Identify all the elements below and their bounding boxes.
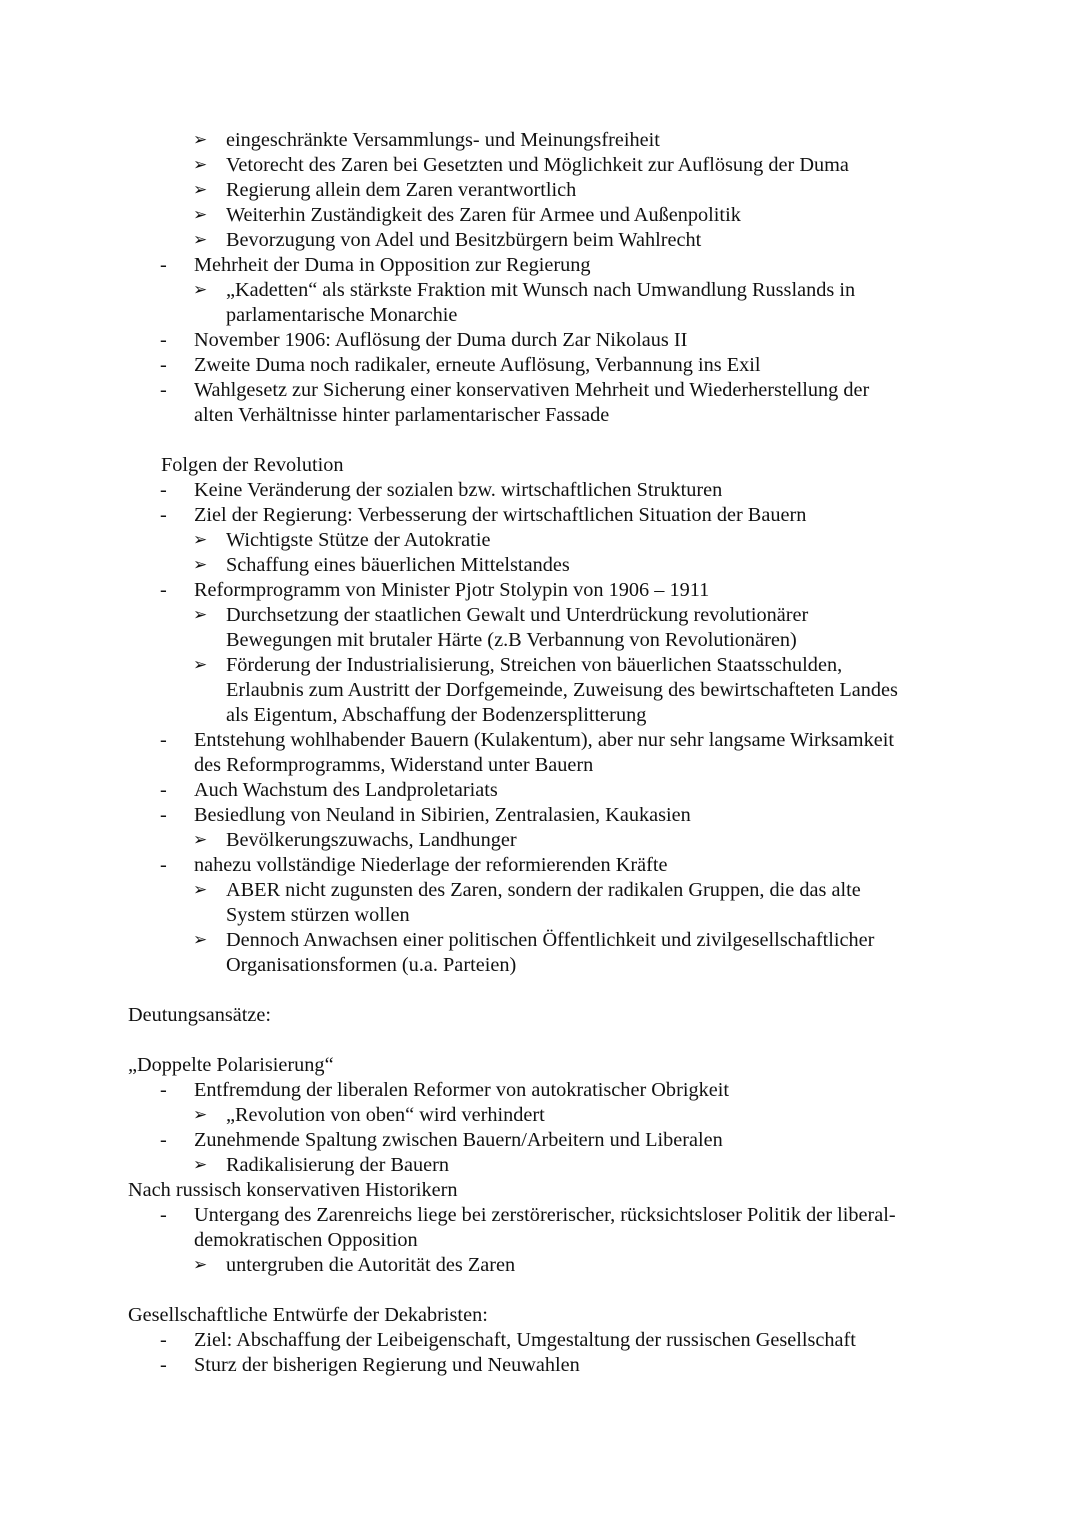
dash-bullet: - [160, 804, 167, 826]
dash-bullet: - [160, 329, 167, 351]
bullet-text: Bewegungen mit brutaler Härte (z.B Verbannung von Revolutionären) [226, 629, 797, 651]
bullet-text: Auch Wachstum des Landproletariats [194, 779, 498, 801]
arrow-bullet-icon: ➢ [193, 1255, 208, 1275]
section-heading: Deutungsansätze: [128, 1004, 272, 1026]
bullet-text: parlamentarische Monarchie [226, 304, 458, 326]
bullet-text: „Revolution von oben“ wird verhindert [226, 1104, 545, 1126]
dash-bullet: - [160, 504, 167, 526]
bullet-text: Entstehung wohlhabender Bauern (Kulakentum), aber nur sehr langsame Wirksamkeit [194, 729, 894, 751]
bullet-text: Sturz der bisherigen Regierung und Neuwahlen [194, 1354, 580, 1376]
bullet-text: System stürzen wollen [226, 904, 410, 926]
bullet-text: Förderung der Industrialisierung, Streichen von bäuerlichen Staatsschulden, [226, 654, 843, 676]
dash-bullet: - [160, 579, 167, 601]
section-heading: „Doppelte Polarisierung“ [128, 1054, 334, 1076]
bullet-text: alten Verhältnisse hinter parlamentarischer Fassade [194, 404, 610, 426]
bullet-text: eingeschränkte Versammlungs- und Meinungsfreiheit [226, 129, 660, 151]
arrow-bullet-icon: ➢ [193, 530, 208, 550]
section-heading: Gesellschaftliche Entwürfe der Dekabristen: [128, 1304, 488, 1326]
bullet-text: Durchsetzung der staatlichen Gewalt und Unterdrückung revolutionärer [226, 604, 809, 626]
arrow-bullet-icon: ➢ [193, 280, 208, 300]
dash-bullet: - [160, 729, 167, 751]
section-heading: Nach russisch konservativen Historikern [128, 1179, 458, 1201]
bullet-text: des Reformprogramms, Widerstand unter Bauern [194, 754, 594, 776]
arrow-bullet-icon: ➢ [193, 180, 208, 200]
arrow-bullet-icon: ➢ [193, 930, 208, 950]
bullet-text: Wahlgesetz zur Sicherung einer konservativen Mehrheit und Wiederherstellung der [194, 379, 870, 401]
bullet-text: Keine Veränderung der sozialen bzw. wirtschaftlichen Strukturen [194, 479, 723, 501]
bullet-text: Entfremdung der liberalen Reformer von autokratischer Obrigkeit [194, 1079, 730, 1101]
bullet-text: Besiedlung von Neuland in Sibirien, Zentralasien, Kaukasien [194, 804, 691, 826]
bullet-text: Zweite Duma noch radikaler, erneute Auflösung, Verbannung ins Exil [194, 354, 761, 376]
arrow-bullet-icon: ➢ [193, 605, 208, 625]
bullet-text: November 1906: Auflösung der Duma durch Zar Nikolaus II [194, 329, 688, 351]
bullet-text: demokratischen Opposition [194, 1229, 418, 1251]
bullet-text: Schaffung eines bäuerlichen Mittelstandes [226, 554, 570, 576]
bullet-text: Organisationsformen (u.a. Parteien) [226, 954, 517, 976]
arrow-bullet-icon: ➢ [193, 230, 208, 250]
bullet-text: Bevorzugung von Adel und Besitzbürgern beim Wahlrecht [226, 229, 702, 251]
arrow-bullet-icon: ➢ [193, 655, 208, 675]
dash-bullet: - [160, 379, 167, 401]
arrow-bullet-icon: ➢ [193, 880, 208, 900]
arrow-bullet-icon: ➢ [193, 555, 208, 575]
bullet-text: als Eigentum, Abschaffung der Bodenzersplitterung [226, 704, 647, 726]
arrow-bullet-icon: ➢ [193, 205, 208, 225]
section-heading: Folgen der Revolution [161, 454, 344, 476]
bullet-text: untergruben die Autorität des Zaren [226, 1254, 516, 1276]
bullet-text: Mehrheit der Duma in Opposition zur Regierung [194, 254, 591, 276]
dash-bullet: - [160, 1329, 167, 1351]
bullet-text: Radikalisierung der Bauern [226, 1154, 450, 1176]
dash-bullet: - [160, 1204, 167, 1226]
dash-bullet: - [160, 1079, 167, 1101]
dash-bullet: - [160, 479, 167, 501]
bullet-text: ABER nicht zugunsten des Zaren, sondern der radikalen Gruppen, die das alte [226, 879, 861, 901]
dash-bullet: - [160, 854, 167, 876]
bullet-text: Dennoch Anwachsen einer politischen Öffentlichkeit und zivilgesellschaftlicher [226, 929, 875, 951]
bullet-text: Zunehmende Spaltung zwischen Bauern/Arbeitern und Liberalen [194, 1129, 723, 1151]
bullet-text: Regierung allein dem Zaren verantwortlich [226, 179, 577, 201]
bullet-text: Untergang des Zarenreichs liege bei zerstörerischer, rücksichtsloser Politik der liberal- [194, 1204, 896, 1226]
bullet-text: Weiterhin Zuständigkeit des Zaren für Armee und Außenpolitik [226, 204, 741, 226]
dash-bullet: - [160, 354, 167, 376]
bullet-text: Ziel der Regierung: Verbesserung der wirtschaftlichen Situation der Bauern [194, 504, 807, 526]
bullet-text: Bevölkerungszuwachs, Landhunger [226, 829, 517, 851]
arrow-bullet-icon: ➢ [193, 1105, 208, 1125]
bullet-text: Wichtigste Stütze der Autokratie [226, 529, 491, 551]
arrow-bullet-icon: ➢ [193, 130, 208, 150]
dash-bullet: - [160, 1129, 167, 1151]
bullet-text: Vetorecht des Zaren bei Gesetzten und Möglichkeit zur Auflösung der Duma [226, 154, 849, 176]
bullet-text: „Kadetten“ als stärkste Fraktion mit Wunsch nach Umwandlung Russlands in [226, 279, 856, 301]
arrow-bullet-icon: ➢ [193, 155, 208, 175]
bullet-text: Ziel: Abschaffung der Leibeigenschaft, Umgestaltung der russischen Gesellschaft [194, 1329, 856, 1351]
bullet-text: nahezu vollständige Niederlage der reformierenden Kräfte [194, 854, 668, 876]
dash-bullet: - [160, 254, 167, 276]
arrow-bullet-icon: ➢ [193, 830, 208, 850]
dash-bullet: - [160, 1354, 167, 1376]
arrow-bullet-icon: ➢ [193, 1155, 208, 1175]
bullet-text: Erlaubnis zum Austritt der Dorfgemeinde, Zuweisung des bewirtschafteten Landes [226, 679, 898, 701]
bullet-text: Reformprogramm von Minister Pjotr Stolypin von 1906 – 1911 [194, 579, 710, 601]
dash-bullet: - [160, 779, 167, 801]
